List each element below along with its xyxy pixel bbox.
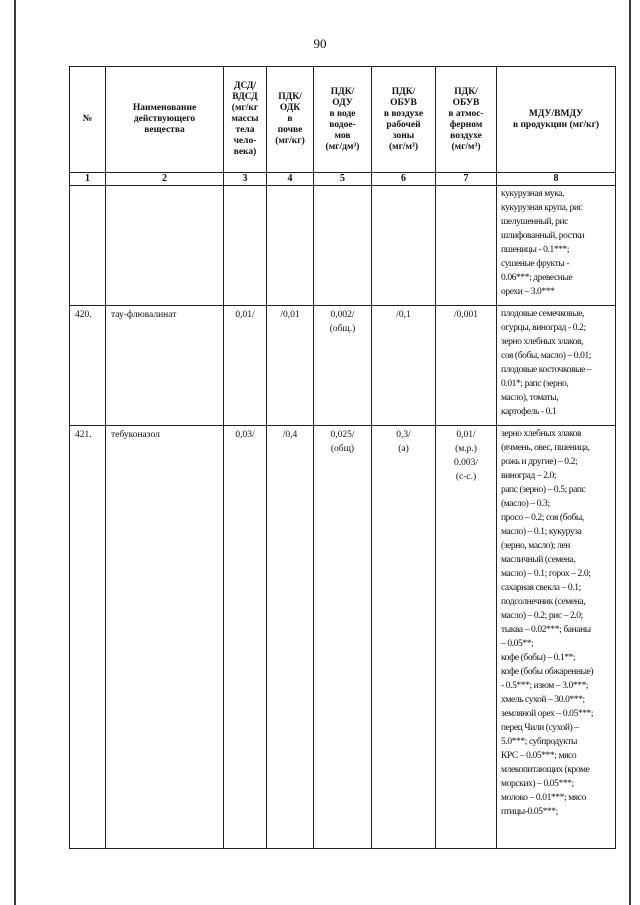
mdu-line: масло) – 0.1; горох – 2.0; xyxy=(501,569,591,579)
mdu-line: виноград – 2.0; xyxy=(501,471,557,481)
mdu-line: птицы-0.05***; xyxy=(501,807,558,817)
cell-line: ферном xyxy=(449,119,483,130)
mdu-line: кукурузная мука, xyxy=(501,189,565,199)
water-value xyxy=(314,186,372,306)
work-air-value xyxy=(372,426,436,849)
cell-line: (мг/м³) xyxy=(451,141,481,152)
mdu-line: морских) – 0.05***; xyxy=(501,779,574,789)
cell-line: ОБУВ xyxy=(452,97,480,108)
table-header-row xyxy=(70,67,616,173)
mdu-line: рожь и другие) – 0.2; xyxy=(501,457,578,467)
mdu-line: (зерно, масло); лен xyxy=(501,541,570,551)
mdu-line: (ячмень, овес, пшеница, xyxy=(501,443,590,453)
cell-line: /0,4 xyxy=(282,430,298,440)
column-number: 6 xyxy=(372,173,436,186)
mdu-line: шлифованный, ростки xyxy=(501,231,585,241)
cell-line: 0.003/ xyxy=(453,458,478,468)
column-number: 7 xyxy=(436,173,497,186)
mdu-line: масличный (семена, xyxy=(501,555,576,565)
scan-frame-left xyxy=(14,0,16,905)
cell-line: в атмос- xyxy=(448,108,484,119)
row-number: 420. xyxy=(70,306,106,426)
page-number: 90 xyxy=(313,36,327,51)
mdu-line: плодовые косточковые – xyxy=(501,365,592,375)
cell-line: в воде xyxy=(329,108,356,119)
cell-line: /0,1 xyxy=(396,310,411,320)
cell-line: (общ.) xyxy=(329,324,356,334)
cell-line: почве xyxy=(277,125,303,135)
mdu-line: 5.0***; субпродукты xyxy=(501,737,578,747)
row-number xyxy=(70,186,106,306)
table-row xyxy=(70,306,616,426)
cell-line: ДСД/ xyxy=(233,81,257,91)
cell-line: вещества xyxy=(144,125,185,135)
mdu-value xyxy=(497,426,616,849)
cell-line: 0,03/ xyxy=(235,430,255,440)
cell-line: тела xyxy=(235,125,255,135)
header-atm-air xyxy=(436,67,497,173)
cell-line: (общ) xyxy=(330,444,355,454)
cell-line: 0,002/ xyxy=(330,310,355,320)
cell-line: /0,01 xyxy=(280,310,300,320)
mdu-line: 0.06***; древесные xyxy=(501,273,573,283)
cell-line: Наименование xyxy=(132,103,197,113)
mdu-line: зерно хлебных злаков, xyxy=(501,337,584,347)
header-dsd xyxy=(224,67,267,173)
cell-line: рабочей xyxy=(386,119,421,130)
cell-line: (мг/дм³) xyxy=(325,141,360,152)
mdu-line: кофе (бобы) – 0.1**; xyxy=(501,653,576,663)
mdu-line: огурцы, виноград - 0.2; xyxy=(501,323,586,333)
mdu-line: просо – 0.2; соя (бобы, xyxy=(501,513,584,523)
mdu-line: – 0.05**; xyxy=(501,639,534,649)
cell-line: МДУ/ВМДУ xyxy=(528,108,584,119)
cell-line: (м.р.) xyxy=(455,444,477,454)
column-number: 8 xyxy=(497,173,616,186)
cell-line: водое- xyxy=(329,119,356,130)
mdu-line: млекопитающих (кроме xyxy=(501,765,590,775)
pesticide-table xyxy=(69,66,616,849)
cell-line: (мг/кг) xyxy=(275,136,305,146)
cell-line: № xyxy=(82,114,93,124)
scan-frame-right xyxy=(629,0,631,905)
mdu-line: молоко – 0.01***; мясо xyxy=(501,793,586,803)
cell-line: ПДК/ xyxy=(454,86,478,97)
cell-line: 0,025/ xyxy=(330,430,355,440)
dsd-value xyxy=(224,186,267,306)
mdu-line: подсолнечник (семена, xyxy=(501,597,586,607)
soil-value xyxy=(267,426,314,849)
header-mdu xyxy=(497,67,616,173)
substance-name: тау-флювалинат xyxy=(106,306,224,426)
cell-line: (а) xyxy=(398,444,409,454)
column-number: 3 xyxy=(224,173,267,186)
cell-line: века) xyxy=(233,147,257,157)
water-value xyxy=(314,306,372,426)
mdu-line: кофе (бобы обжаренные) xyxy=(501,667,594,677)
cell-line: 0,01/ xyxy=(235,310,255,320)
cell-line: воздухе xyxy=(450,130,482,141)
mdu-line: КРС – 0.05***; мясо xyxy=(501,751,577,761)
soil-value xyxy=(267,306,314,426)
table-row xyxy=(70,186,616,306)
atm-air-value xyxy=(436,186,497,306)
atm-air-value xyxy=(436,426,497,849)
header-substance-name xyxy=(106,67,224,173)
cell-line: в продукции (мг/кг) xyxy=(512,119,600,130)
cell-line: 0,3/ xyxy=(396,430,411,440)
work-air-value xyxy=(372,186,436,306)
header-work-air xyxy=(372,67,436,173)
table-row xyxy=(70,426,616,849)
mdu-line: перец Чили (сухой) – xyxy=(501,723,579,733)
mdu-value xyxy=(497,186,616,306)
cell-line: чело- xyxy=(233,136,257,146)
header-water xyxy=(314,67,372,173)
dsd-value xyxy=(224,426,267,849)
column-number: 2 xyxy=(106,173,224,186)
cell-line: действующего xyxy=(133,114,196,124)
cell-line: (мг/м³) xyxy=(388,141,419,152)
mdu-value xyxy=(497,306,616,426)
cell-line: /0,001 xyxy=(453,310,478,320)
mdu-line: орехи – 3.0*** xyxy=(501,287,555,297)
substance-name: тебуконазол xyxy=(106,426,224,849)
work-air-value xyxy=(372,306,436,426)
soil-value xyxy=(267,186,314,306)
dsd-value xyxy=(224,306,267,426)
mdu-line: сушеные фрукты - xyxy=(501,259,570,269)
cell-line: ПДК/ xyxy=(391,86,416,97)
mdu-line: сахарная свекла – 0.1; xyxy=(501,583,581,593)
cell-line: ПДК/ xyxy=(330,86,355,97)
row-number: 421. xyxy=(70,426,106,849)
mdu-line: масло) – 0.2; рис – 2.0; xyxy=(501,611,583,621)
cell-line: мов xyxy=(334,130,351,141)
cell-line: (с-с.) xyxy=(455,472,477,482)
cell-line: ОБУВ xyxy=(390,97,417,108)
mdu-line: масло), томаты, xyxy=(501,393,559,403)
column-number: 5 xyxy=(314,173,372,186)
header-soil xyxy=(267,67,314,173)
header-number xyxy=(70,67,106,173)
mdu-line: тыква – 0.02***; бананы xyxy=(501,625,591,635)
cell-line: ОДК xyxy=(279,103,301,113)
mdu-line: кукурузная крупа, рис xyxy=(501,203,583,213)
cell-line: ОДУ xyxy=(332,97,353,108)
cell-line: в воздухе xyxy=(383,108,424,119)
mdu-line: соя (бобы, масло) – 0.01; xyxy=(501,351,592,361)
cell-line: 0,01/ xyxy=(456,430,476,440)
mdu-line: (масло) – 0.3; xyxy=(501,499,550,509)
mdu-line: картофель - 0.1 xyxy=(501,407,557,417)
cell-line: ВДСД xyxy=(232,92,258,102)
mdu-line: пшеницы - 0.1***; xyxy=(501,245,570,255)
atm-air-value xyxy=(436,306,497,426)
substance-name xyxy=(106,186,224,306)
water-value xyxy=(314,426,372,849)
cell-line: (мг/кг xyxy=(231,103,259,113)
cell-line: ПДК/ xyxy=(278,92,302,102)
cell-line: зоны xyxy=(392,130,415,141)
mdu-line: хмель сухой – 30.0***; xyxy=(501,695,585,705)
mdu-line: шелушенный, рис xyxy=(501,217,568,227)
mdu-line: - 0.5***; изюм – 3.0***; xyxy=(501,681,589,691)
mdu-line: зерно хлебных злаков xyxy=(501,429,582,439)
column-number: 1 xyxy=(70,173,106,186)
column-number-row xyxy=(70,173,616,186)
mdu-line: земляной орех – 0.05***; xyxy=(501,709,594,719)
cell-line: в xyxy=(287,114,293,124)
column-number: 4 xyxy=(267,173,314,186)
mdu-line: 0.01*; рапс (зерно, xyxy=(501,379,569,389)
mdu-line: рапс (зерно) – 0.5; рапс xyxy=(501,485,586,495)
mdu-line: плодовые семечковые, xyxy=(501,309,585,319)
cell-line: массы xyxy=(231,114,259,124)
mdu-line: масло) – 0.1; кукуруза xyxy=(501,527,582,537)
